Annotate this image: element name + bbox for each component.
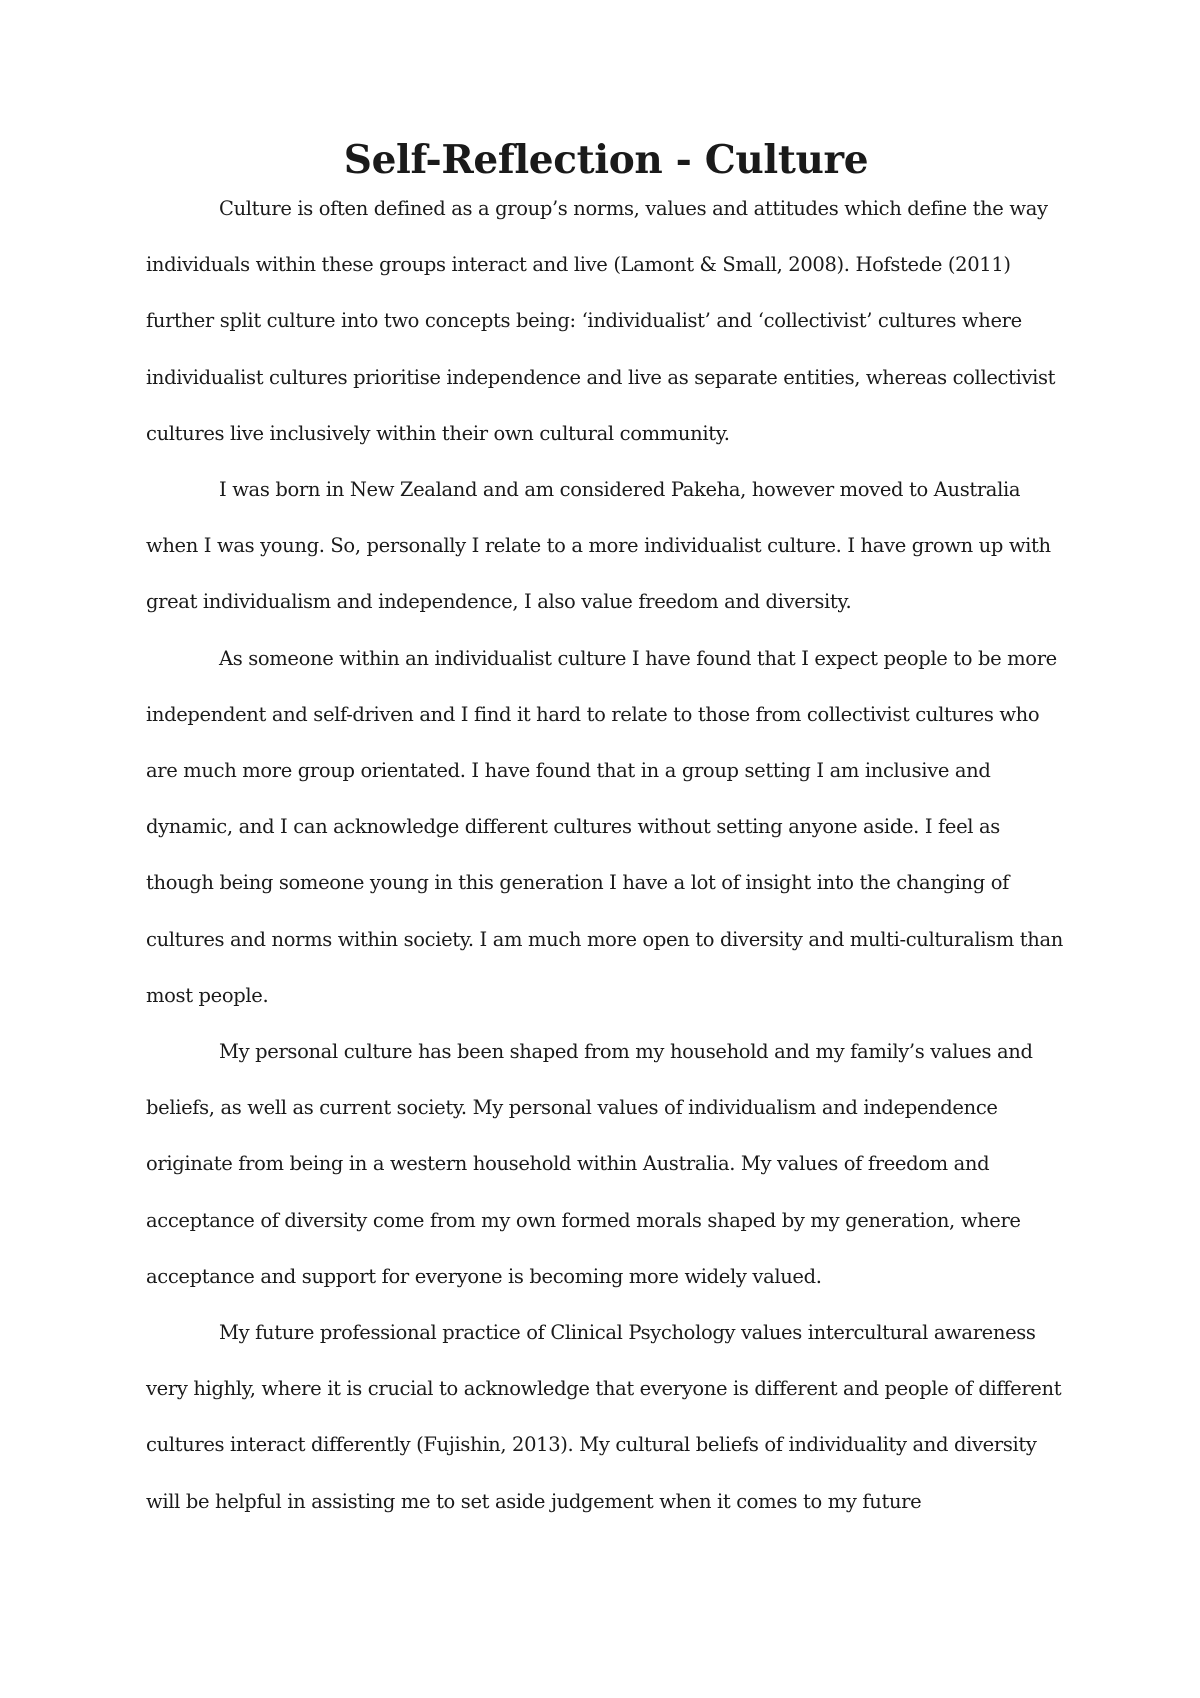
paragraph-professional-practice: My future professional practice of Clinical Psychology values intercultural awareness very highly, where it is crucial to acknowledge that everyone is different and people of different cultures interact differently (Fujishin, 2013). My cultural beliefs of individuality and diversity will be helpful in assisting me to set aside judgement when it comes to my future bbox=[146, 1321, 1062, 1513]
paragraph-individualist-perspective: As someone within an individualist culture I have found that I expect people to be more independent and self-driven and I find it hard to relate to those from collectivist cultures who are much more group orientated. I have found that in a group setting I am inclusive and dynamic, and I can acknowledge different cultures without setting anyone aside. I feel as though being someone young in this generation I have a lot of insight into the changing of cultures and norms within society. I am much more open to diversity and multi-culturalism than most people. bbox=[146, 646, 1063, 1007]
paragraph-culture-origins: My personal culture has been shaped from my household and my family’s values and beliefs, as well as current society. My personal values of individualism and independence originate from being in a western household within Australia. My values of freedom and acceptance of diversity come from my own formed morals shaped by my generation, where acceptance and support for everyone is becoming more widely valued. bbox=[146, 1040, 1033, 1288]
paragraph-culture-definition: Culture is often defined as a group’s norms, values and attitudes which define the way individuals within these groups interact and live (Lamont & Small, 2008). Hofstede (2011) further split culture into two concepts being: ‘individualist’ and ‘collectivist’ cultures where individualist cultures prioritise independence and live as separate entities, whereas collectivist cultures live inclusively within their own cultural community. bbox=[146, 197, 1056, 445]
document-body bbox=[146, 139, 1066, 1530]
paragraph-personal-background: I was born in New Zealand and am considered Pakeha, however moved to Australia when I was young. So, personally I relate to a more individualist culture. I have grown up with great individualism and independence, I also value freedom and diversity. bbox=[146, 478, 1051, 614]
document-title: Self-Reflection - Culture bbox=[343, 137, 869, 183]
